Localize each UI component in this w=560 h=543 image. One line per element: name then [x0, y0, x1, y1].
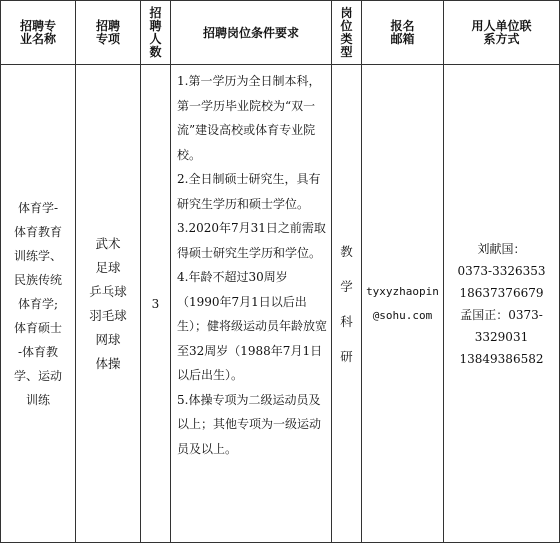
major-line: 体育学;: [17, 296, 59, 311]
contact-line: 13849386582: [459, 351, 544, 366]
table-row: [1, 65, 560, 543]
email-line: tyxyzhaopin: [366, 284, 439, 298]
major-line: 体育学-: [17, 200, 59, 215]
specialty-cell: [76, 65, 141, 543]
major-line: 学、运动: [13, 368, 62, 383]
specialty-item: 足球: [95, 259, 121, 275]
contact-line: 0373-3326353: [457, 263, 546, 278]
requirements-cell: [171, 65, 332, 543]
header-row: [1, 1, 560, 65]
position-type-char: 学: [340, 278, 353, 294]
contact-line: 18637376679: [459, 285, 544, 300]
email-cell: [362, 65, 444, 543]
specialty-item: 羽毛球: [89, 307, 127, 323]
position-type-cell: [332, 65, 362, 543]
contact-line: 孟国正：0373-: [460, 307, 543, 322]
header-contact: 用人单位联系方式: [444, 1, 560, 65]
requirement-item: 5.体操专项为二级运动员及以上；其他专项为一级运动员及以上。: [177, 392, 322, 456]
header-position-type: 岗位类型: [332, 1, 362, 65]
header-requirements: 招聘岗位条件要求: [171, 1, 332, 65]
requirement-item: 1.第一学历为全日制本科，第一学历毕业院校为“双一流”建设高校或体育专业院校。: [177, 74, 321, 162]
header-major: 招聘专业名称: [1, 1, 76, 65]
count-cell: 3: [141, 65, 171, 543]
requirement-item: 2.全日制硕士研究生，具有研究生学历和硕士学位。: [177, 172, 321, 211]
email-line: @sohu.com: [372, 308, 433, 322]
major-cell: [1, 65, 76, 543]
major-line: 体育硕士: [13, 320, 62, 335]
header-count: 招聘人数: [141, 1, 171, 65]
specialty-item: 武术: [95, 235, 121, 251]
specialty-item: 网球: [95, 331, 121, 347]
position-type-char: 科: [340, 313, 353, 329]
major-line: 民族传统: [13, 272, 62, 287]
position-type-char: 研: [340, 348, 353, 364]
contact-line: 3329031: [474, 329, 529, 344]
specialty-item: 乒乓球: [89, 283, 127, 299]
contact-cell: [444, 65, 560, 543]
major-line: 训练: [25, 392, 50, 407]
contact-line: 刘献国：: [477, 241, 526, 256]
major-line: 训练学、: [13, 248, 62, 263]
header-specialty: 招聘专项: [76, 1, 141, 65]
position-type-char: 教: [340, 243, 353, 259]
specialty-item: 体操: [95, 355, 121, 371]
requirement-item: 3.2020年7月31日之前需取得硕士研究生学历和学位。: [177, 221, 326, 260]
major-line: -体育教: [17, 344, 59, 359]
requirement-item: 4.年龄不超过30周岁（1990年7月1日以后出生）；健将级运动员年龄放宽至32周岁（1988年7月1日以后出生）。: [177, 270, 328, 382]
header-email: 报名邮箱: [362, 1, 444, 65]
major-line: 体育教育: [13, 224, 62, 239]
